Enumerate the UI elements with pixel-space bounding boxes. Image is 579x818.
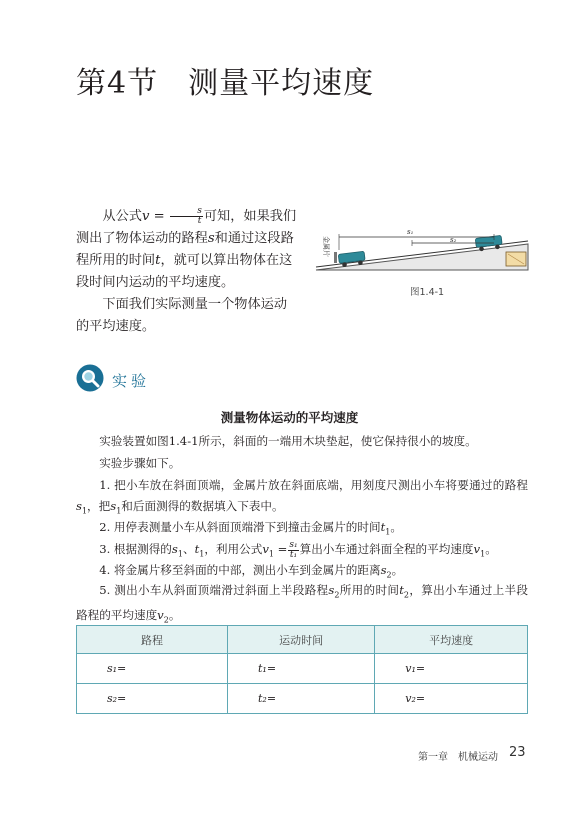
experiment-step-4: 4. 将金属片移至斜面的中部，测出小车到金属片的距离$s_2$。 [99,563,404,580]
data-table [76,625,528,714]
table-cell[interactable]: t₁= [228,654,375,684]
page-title [76,58,374,102]
table-header: 路程 [77,626,228,654]
table-cell[interactable]: t₂= [228,684,375,714]
page-number: 23 [509,745,526,760]
experiment-steps-intro: 实验步骤如下。 [99,456,181,470]
table-cell[interactable]: v₂= [375,684,528,714]
figure-caption: 图1.4-1 [410,287,445,298]
figure-label-metal: 金属片 [322,236,330,257]
table-row [77,684,528,714]
table-header-row [77,626,528,654]
experiment-step-1: 1. 把小车放在斜面顶端，金属片放在斜面底端，用刻度尺测出小车将要通过的路程$s_1$，把$s_1$和后面测得的数据填入下表中。 [76,478,528,516]
figure-label-s2: s₂ [450,236,457,244]
incline-figure [312,212,532,280]
table-header: 平均速度 [375,626,528,654]
experiment-step-5: 5. 测出小车从斜面顶端滑过斜面上半段路程$s_2$所用的时间$t_2$，算出小车通过上半段路程的平均速度$v_2$。 [76,583,528,625]
intro-paragraph-1: 从公式v = $\frac{s}{t}$ 可知，如果我们测出了物体运动的路程s和通过这段路程所用的时间t，就可以算出物体在这段时间内运动的平均速度。 [76,206,297,290]
table-cell[interactable]: s₁= [77,654,228,684]
table-cell[interactable]: s₂= [77,684,228,714]
formula-fraction: $\frac{s}{t}$ [170,207,203,226]
experiment-intro: 实验装置如图1.4-1所示，斜面的一端用木块垫起，使它保持很小的坡度。 [99,434,477,448]
table-cell[interactable]: v₁= [375,654,528,684]
table-row [77,654,528,684]
section-number: 第4节 [76,66,159,101]
experiment-step-3: 3. 根据测得的$s_1$、$t_1$，利用公式$v_1$ = $\frac{\text{s₁}}{\text{t₁}}$ 算出小车通过斜面全程的平均速度$v_1$。 [99,539,497,560]
intro-paragraph-2: 下面我们实际测量一个物体运动的平均速度。 [76,297,288,334]
magnifier-icon [76,364,104,392]
footer-chapter: 第一章 机械运动 [418,752,498,763]
experiment-label: 实验 [112,372,151,390]
experiment-step-2: 2. 用停表测量小车从斜面顶端滑下到撞击金属片的时间$t_1$。 [99,520,402,537]
experiment-heading: 测量物体运动的平均速度 [220,410,359,425]
figure-label-s1: s₁ [407,228,414,236]
step3-fraction: $\frac{\text{s₁}}{\text{t₁}}$ [289,539,298,560]
table-header: 运动时间 [228,626,375,654]
section-title: 测量平均速度 [188,66,375,101]
